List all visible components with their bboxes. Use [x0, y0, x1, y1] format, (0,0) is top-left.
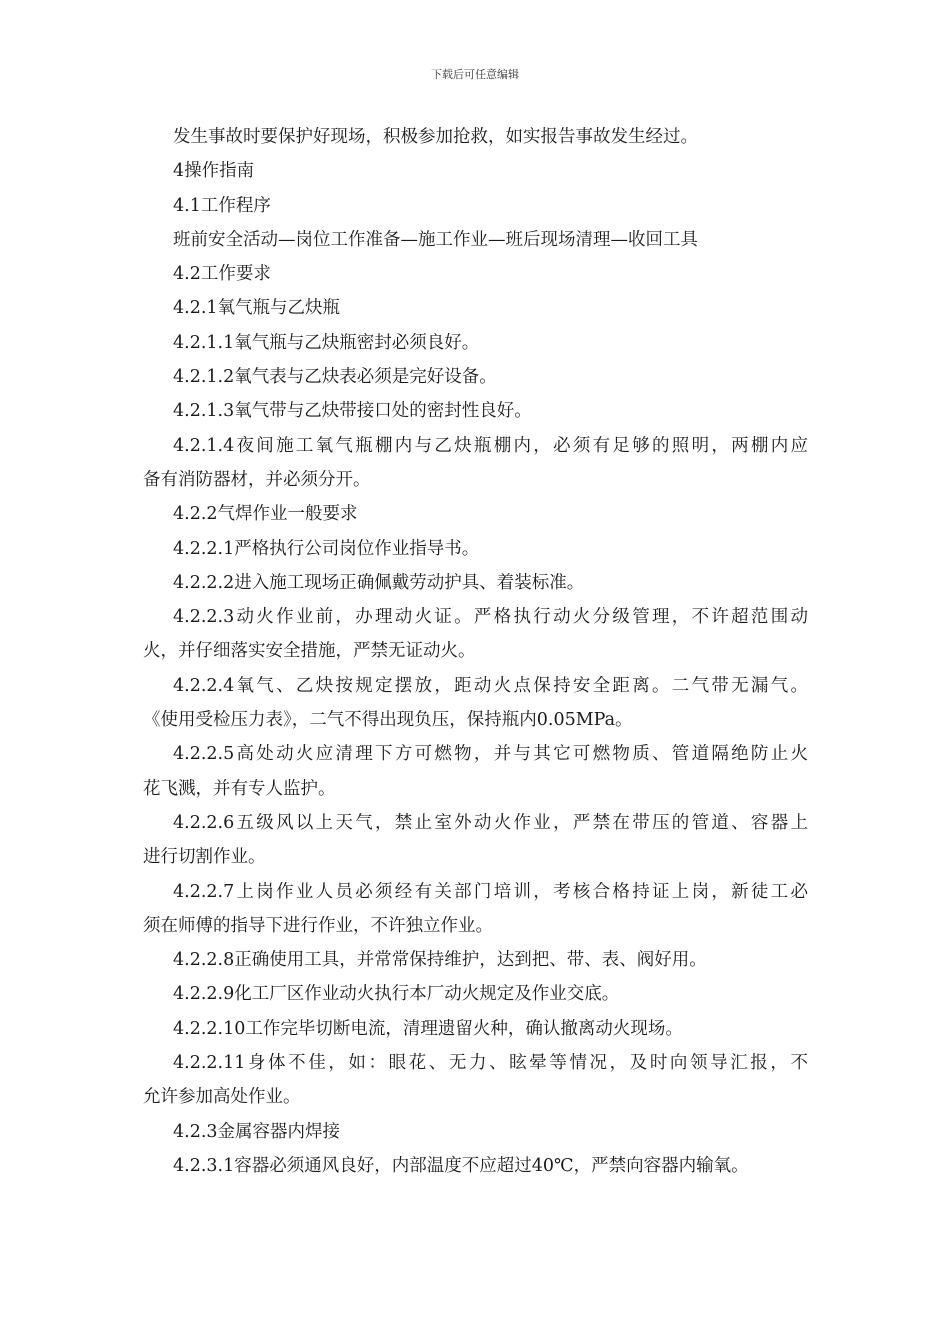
paragraph-line: 4.2.2.1严格执行公司岗位作业指导书。: [173, 538, 480, 559]
document-body: [143, 120, 808, 1183]
paragraph-line: 4.2.1.4夜间施工氧气瓶棚内与乙炔瓶棚内，必须有足够的照明，两棚内应: [173, 435, 808, 456]
paragraph-line: 花飞溅，并有专人监护。: [143, 778, 336, 799]
page-header: 下载后可任意编辑: [431, 68, 519, 81]
paragraph-line: 4.2.2.10工作完毕切断电流，清理遗留火种，确认撤离动火现场。: [173, 1018, 683, 1039]
paragraph-line: 4.2.2.7上岗作业人员必须经有关部门培训，考核合格持证上岗，新徒工必: [173, 881, 808, 902]
paragraph-line: 4.1工作程序: [173, 195, 271, 216]
paragraph-line: 4.2.1.3氧气带与乙炔带接口处的密封性良好。: [173, 401, 532, 422]
paragraph-line: 4.2.2.2进入施工现场正确佩戴劳动护具、着装标准。: [173, 572, 585, 593]
paragraph-line: 4.2.2.6五级风以上天气，禁止室外动火作业，严禁在带压的管道、容器上: [173, 812, 808, 833]
paragraph-line: 须在师傅的指导下进行作业，不许独立作业。: [143, 915, 493, 936]
paragraph-line: 4.2.2气焊作业一般要求: [173, 504, 358, 525]
paragraph-line: 4.2.2.3动火作业前，办理动火证。严格执行动火分级管理，不许超范围动: [173, 607, 808, 628]
paragraph-line: 班前安全活动—岗位工作准备—施工作业—班后现场清理—收回工具: [173, 229, 698, 250]
paragraph-line: 4.2.3.1容器必须通风良好，内部温度不应超过40℃，严禁向容器内输氧。: [173, 1155, 749, 1176]
paragraph-line: 4.2.1氧气瓶与乙炔瓶: [173, 298, 341, 319]
paragraph-line: 4.2.1.1氧气瓶与乙炔瓶密封必须良好。: [173, 332, 480, 353]
paragraph-line: 4操作指南: [173, 161, 255, 182]
paragraph-line: 《使用受检压力表》，二气不得出现负压，保持瓶内0.05MPa。: [143, 710, 633, 731]
paragraph-line: 4.2.1.2氧气表与乙炔表必须是完好设备。: [173, 367, 497, 388]
paragraph-line: 发生事故时要保护好现场，积极参加抢救，如实报告事故发生经过。: [173, 127, 698, 147]
paragraph-line: 备有消防器材，并必须分开。: [143, 469, 371, 490]
paragraph-line: 4.2.2.5高处动火应清理下方可燃物，并与其它可燃物质、管道隔绝防止火: [173, 744, 808, 765]
paragraph-line: 进行切割作业。: [143, 847, 266, 868]
paragraph-line: 4.2.2.11身体不佳，如：眼花、无力、眩晕等情况，及时向领导汇报，不: [173, 1053, 808, 1074]
paragraph-line: 4.2工作要求: [173, 264, 271, 285]
paragraph-line: 4.2.2.9化工厂区作业动火执行本厂动火规定及作业交底。: [173, 984, 620, 1005]
paragraph-line: 4.2.2.4氧气、乙炔按规定摆放，距动火点保持安全距离。二气带无漏气。: [173, 675, 808, 696]
paragraph-line: 火，并仔细落实安全措施，严禁无证动火。: [143, 641, 476, 662]
paragraph-line: 4.2.3金属容器内焊接: [173, 1121, 341, 1142]
paragraph-line: 4.2.2.8正确使用工具，并常常保持维护，达到把、带、表、阀好用。: [173, 950, 707, 971]
paragraph-line: 允许参加高处作业。: [143, 1087, 301, 1108]
